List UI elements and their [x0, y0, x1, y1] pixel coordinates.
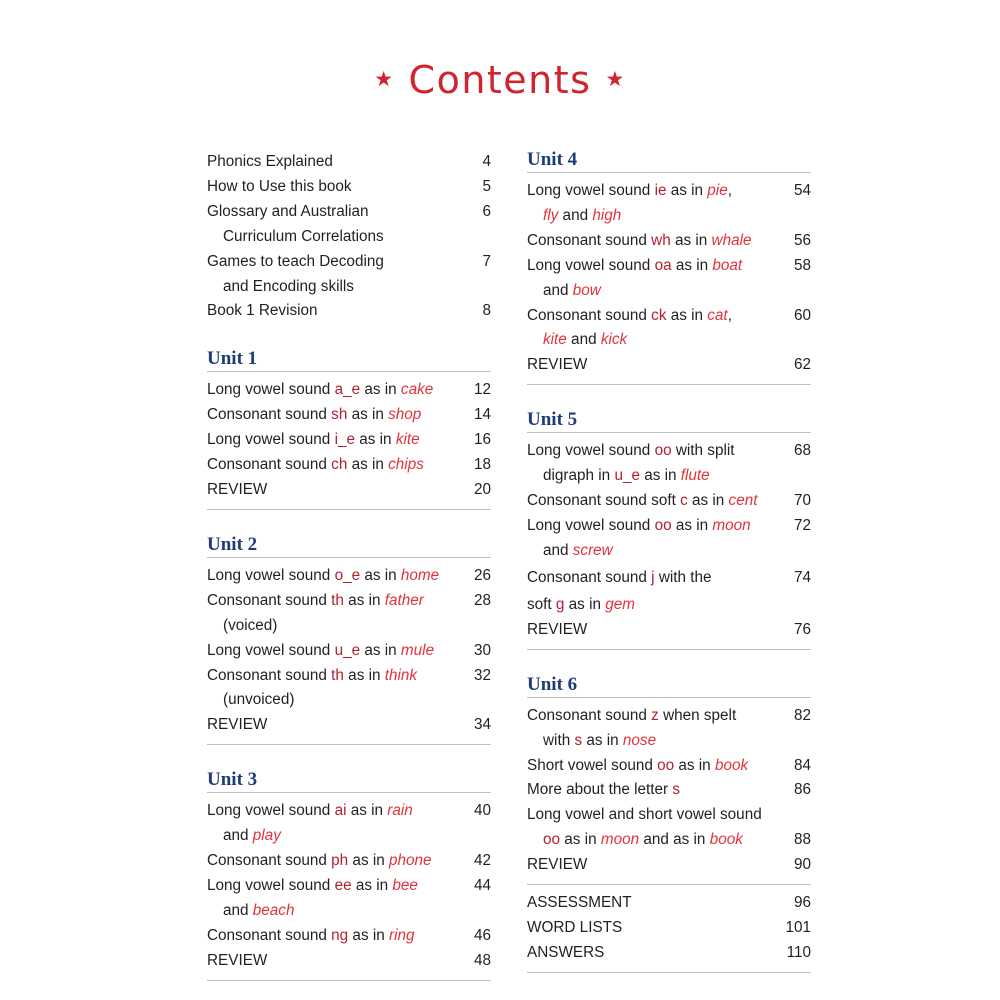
spacer — [527, 650, 811, 675]
page-number: 96 — [793, 894, 811, 912]
entry-line-primary — [207, 924, 449, 949]
spacer — [527, 385, 811, 410]
page-number: 54 — [793, 182, 811, 199]
entry-line-primary — [527, 853, 769, 878]
grapheme-highlight: s — [672, 781, 681, 799]
entry-continuation — [207, 824, 449, 849]
page-number: 46 — [473, 926, 491, 944]
entry-label: Consonant sound — [207, 591, 332, 609]
page-number: 28 — [473, 591, 491, 609]
entry-label: and — [543, 541, 573, 559]
entry-line-primary — [527, 229, 769, 254]
entry-label: Long vowel and short vowel sound — [527, 806, 762, 824]
toc-entry-bee[interactable] — [207, 874, 491, 924]
entry-label: ASSESSMENT — [527, 894, 632, 912]
entry-label: Short vowel sound — [527, 756, 658, 774]
grapheme-highlight: ie — [654, 182, 667, 199]
grapheme-highlight: ai — [334, 802, 347, 820]
entry-text: Book 1 Revision — [207, 302, 318, 320]
entry-label: as in — [360, 566, 401, 584]
example-word: play — [252, 827, 281, 845]
entry-label: Consonant sound — [527, 231, 652, 249]
toc-entry-phonics-explained[interactable] — [207, 150, 491, 175]
example-word: beach — [252, 901, 295, 919]
toc-entry-review[interactable] — [527, 853, 811, 878]
entry-continuation — [527, 464, 769, 489]
page-number: 30 — [473, 641, 491, 659]
entry-label: with split — [671, 442, 735, 460]
entry-label: Long vowel sound — [527, 442, 655, 460]
example-word: ring — [389, 926, 415, 944]
entry-label: as in — [343, 591, 385, 609]
grapheme-highlight: z — [651, 706, 659, 724]
example-word: cake — [400, 381, 434, 399]
entry-continuation: Curriculum Correlations — [223, 227, 384, 245]
unit-section-2 — [207, 535, 491, 745]
entry-label: REVIEW — [207, 480, 268, 498]
toc-entry-glossary-and-australian-curriculum[interactable] — [207, 200, 491, 250]
grapheme-highlight: ph — [331, 852, 349, 870]
page-number: 34 — [473, 716, 491, 734]
example-word: pie — [707, 182, 728, 199]
grapheme-highlight: ck — [651, 306, 667, 324]
toc-entry-home[interactable] — [207, 564, 491, 589]
entry-label: Long vowel sound — [207, 566, 335, 584]
entry-label: and as in — [639, 831, 710, 849]
entry-label: as in — [560, 831, 601, 849]
back-matter-list — [527, 891, 811, 966]
entry-label: as in — [347, 456, 389, 474]
example-word: whale — [711, 231, 752, 249]
entry-line-primary — [207, 639, 449, 664]
entry-text: Phonics Explained — [207, 153, 333, 170]
entry-label: as in — [360, 641, 401, 659]
entry-label: REVIEW — [527, 856, 588, 874]
grapheme-highlight: i_e — [334, 431, 355, 449]
spacer — [207, 324, 491, 349]
grapheme-highlight: o_e — [334, 566, 361, 584]
toc-entry-phone[interactable] — [207, 849, 491, 874]
entry-label: Consonant sound — [527, 568, 652, 586]
unit-heading: Unit 5 — [527, 409, 578, 431]
grapheme-highlight: u_e — [334, 641, 361, 659]
page-number: 26 — [473, 566, 491, 584]
toc-entry-review[interactable] — [207, 949, 491, 974]
entry-text: How to Use this book — [207, 177, 352, 195]
unit-entry-list — [527, 704, 811, 878]
entry-label: as in — [347, 406, 389, 424]
entry-continuation — [207, 899, 449, 924]
unit-section-3 — [207, 770, 491, 980]
section-divider — [207, 980, 491, 981]
entry-label: as in — [348, 852, 389, 870]
page-number: 48 — [473, 951, 491, 969]
entry-label: WORD LISTS — [527, 918, 623, 936]
toc-entry-chips[interactable] — [207, 453, 491, 478]
entry-line-primary — [207, 453, 449, 478]
entry-label: as in — [670, 231, 712, 249]
grapheme-highlight: a_e — [334, 381, 361, 399]
unit-heading: Unit 3 — [207, 769, 258, 791]
entry-line-primary — [527, 704, 769, 729]
entry-label: Long vowel sound — [527, 256, 655, 274]
entry-line-primary — [527, 514, 769, 539]
entry-continuation — [527, 729, 769, 754]
unit-section-1 — [207, 349, 491, 510]
page-number: 90 — [793, 856, 811, 874]
entry-label: as in — [343, 666, 385, 684]
entry-line-primary — [527, 254, 769, 279]
grapheme-highlight: oo — [654, 442, 672, 460]
entry-line-primary — [207, 664, 449, 689]
toc-entry-review[interactable] — [527, 618, 811, 643]
entry-continuation — [207, 688, 449, 713]
example-word: mule — [400, 641, 435, 659]
page-number: 7 — [482, 252, 491, 270]
entry-line-primary — [207, 564, 449, 589]
example-word: bow — [572, 281, 601, 299]
page-number: 110 — [786, 943, 811, 961]
entry-label: with the — [654, 568, 712, 586]
page-number: 84 — [793, 756, 811, 774]
entry-continuation — [527, 328, 769, 353]
toc-entry-father[interactable] — [207, 589, 491, 639]
grapheme-highlight: th — [331, 666, 344, 684]
entry-label: as in — [666, 182, 708, 199]
entry-label: as in — [351, 876, 393, 894]
toc-entry-nose[interactable] — [527, 704, 811, 754]
entry-continuation — [527, 539, 769, 564]
toc-entry-answers[interactable] — [527, 941, 811, 966]
star-icon-right: ★ — [605, 67, 626, 91]
unit-section-5 — [527, 410, 811, 649]
example-word: moon — [712, 516, 751, 534]
entry-label: Long vowel sound — [207, 381, 335, 399]
entry-label: and — [223, 827, 253, 845]
entry-continuation — [207, 614, 449, 639]
entry-line-primary — [207, 589, 449, 614]
unit-heading: Unit 6 — [527, 673, 578, 695]
unit-heading: Unit 1 — [207, 348, 258, 370]
entry-label: and — [566, 331, 601, 349]
toc-entry-moon[interactable] — [527, 514, 811, 564]
grapheme-highlight: ch — [331, 456, 348, 474]
page-number: 42 — [473, 852, 491, 870]
example-word: high — [592, 206, 622, 224]
toc-entry-ring[interactable] — [207, 924, 491, 949]
example-word: rain — [387, 802, 413, 820]
entry-label: Long vowel sound — [207, 876, 335, 894]
page-number: 86 — [793, 781, 811, 799]
example-word: phone — [389, 852, 432, 870]
unit-entry-list — [207, 378, 491, 503]
toc-entry-cat[interactable] — [527, 304, 811, 354]
entry-label: digraph in — [543, 467, 615, 485]
grapheme-highlight: ee — [334, 876, 352, 894]
entry-label: as in — [564, 595, 606, 613]
example-word: screw — [572, 541, 613, 559]
toc-entry-book-1-revision[interactable] — [207, 299, 491, 324]
entry-label: Consonant sound — [207, 406, 332, 424]
page-number: 56 — [793, 231, 811, 249]
example-word: cent — [728, 492, 758, 510]
page-number: 14 — [473, 406, 491, 424]
page-number: 58 — [793, 256, 811, 274]
example-word: kite — [395, 431, 420, 449]
unit-heading: Unit 2 — [207, 533, 258, 555]
unit-section-4 — [527, 150, 811, 385]
entry-label: Consonant sound — [207, 926, 332, 944]
entry-label: as in — [582, 731, 623, 749]
entry-label: soft — [527, 595, 556, 613]
toc-entry-pie[interactable] — [527, 179, 811, 229]
entry-label: as in — [674, 756, 715, 774]
grapheme-highlight: oa — [654, 256, 672, 274]
spacer — [207, 510, 491, 535]
toc-entry-cent[interactable] — [527, 489, 811, 514]
entry-label: when spelt — [658, 706, 737, 724]
entry-continuation — [527, 279, 769, 304]
entry-line-primary — [207, 713, 449, 738]
entry-line-primary — [207, 849, 449, 874]
example-word: father — [384, 591, 424, 609]
toc-entry-rain[interactable] — [207, 799, 491, 849]
section-divider — [527, 972, 811, 973]
entry-label: as in — [355, 431, 396, 449]
example-word: gem — [605, 595, 635, 613]
entry-label: as in — [687, 492, 729, 510]
page-title — [360, 58, 640, 102]
entry-label: REVIEW — [207, 951, 268, 969]
entry-label: and — [558, 206, 593, 224]
entry-line-primary — [527, 304, 769, 329]
entry-label: , — [727, 306, 732, 324]
entry-label: Long vowel sound — [207, 802, 335, 820]
unit-entry-list — [207, 564, 491, 738]
toc-entry-mule[interactable] — [207, 639, 491, 664]
grapheme-highlight: sh — [331, 406, 348, 424]
page-number: 16 — [473, 431, 491, 449]
page-number: 20 — [473, 480, 491, 498]
example-word: shop — [388, 406, 422, 424]
entry-label: ANSWERS — [527, 943, 605, 961]
entry-label: REVIEW — [527, 356, 588, 374]
example-word: kite — [543, 331, 567, 349]
toc-entry-moon[interactable] — [527, 803, 811, 853]
entry-label: , — [727, 182, 732, 199]
toc-entry-word-lists[interactable] — [527, 916, 811, 941]
toc-entry-review[interactable] — [527, 353, 811, 378]
grapheme-highlight: oo — [654, 516, 672, 534]
spacer — [207, 745, 491, 770]
entry-continuation: and Encoding skills — [223, 277, 354, 295]
entry-label: as in — [671, 516, 713, 534]
entry-line-primary — [207, 378, 449, 403]
page-number: 101 — [785, 918, 811, 936]
entry-label: as in — [346, 802, 388, 820]
entry-label: as in — [360, 381, 401, 399]
example-word: nose — [622, 731, 657, 749]
example-word: flute — [680, 467, 710, 485]
entry-line-primary — [207, 478, 449, 503]
contents-column-right — [527, 150, 811, 973]
toc-entry-review[interactable] — [207, 478, 491, 503]
unit-entry-list — [207, 799, 491, 973]
page-title-wrap — [0, 58, 1000, 102]
entry-continuation — [527, 828, 769, 853]
entry-line-primary — [207, 403, 449, 428]
entry-label: Consonant sound — [207, 666, 332, 684]
example-word: book — [709, 831, 743, 849]
entry-label: More about the letter — [527, 781, 673, 799]
grapheme-highlight: u_e — [614, 467, 640, 485]
grapheme-highlight: wh — [651, 231, 671, 249]
toc-entry-boat[interactable] — [527, 254, 811, 304]
page-number: 82 — [793, 706, 811, 724]
entry-label: as in — [671, 256, 713, 274]
page-number: 6 — [482, 202, 491, 220]
page-number: 4 — [482, 153, 491, 170]
entry-label: REVIEW — [527, 620, 588, 638]
entry-line-primary — [527, 353, 769, 378]
entry-label: Long vowel sound — [207, 431, 335, 449]
entry-label: (unvoiced) — [223, 691, 295, 709]
entry-label: REVIEW — [207, 716, 268, 734]
entry-line-primary — [527, 941, 769, 966]
entry-line-primary — [527, 916, 769, 941]
toc-entry-how-to-use-this-book[interactable] — [207, 175, 491, 200]
grapheme-highlight: ng — [331, 926, 349, 944]
entry-label: Consonant sound — [527, 306, 652, 324]
page-number: 74 — [793, 568, 811, 586]
entry-continuation — [527, 204, 769, 229]
toc-entry-shop[interactable] — [207, 403, 491, 428]
entry-line-primary — [207, 799, 449, 824]
page-number: 5 — [482, 177, 491, 195]
entry-label: as in — [666, 306, 708, 324]
toc-entry-cake[interactable] — [207, 378, 491, 403]
page-number: 62 — [793, 356, 811, 374]
unit-entry-list — [527, 179, 811, 378]
page-title-text: Contents — [408, 58, 592, 102]
example-word: bee — [392, 876, 418, 894]
example-word: kick — [600, 331, 628, 349]
entry-line-primary — [527, 618, 769, 643]
page-number: 44 — [473, 876, 491, 894]
example-word: cat — [707, 306, 728, 324]
entry-label: and — [223, 901, 253, 919]
page-number: 76 — [793, 620, 811, 638]
entry-line-primary — [527, 564, 769, 591]
entry-line-primary — [527, 778, 769, 803]
entry-label: and — [543, 281, 573, 299]
entry-label: Long vowel sound — [527, 182, 655, 199]
unit-section-6 — [527, 675, 811, 973]
entry-label: Consonant sound — [207, 456, 332, 474]
entry-line-primary — [207, 874, 449, 899]
entry-label: Long vowel sound — [527, 516, 655, 534]
page-number: 72 — [793, 516, 811, 534]
entry-line-primary — [527, 754, 769, 779]
front-matter-list — [207, 150, 491, 324]
example-word: fly — [543, 206, 559, 224]
page-number: 88 — [793, 831, 811, 849]
page-number: 68 — [793, 442, 811, 460]
entry-line-primary — [207, 428, 449, 453]
entry-line-primary — [527, 891, 769, 916]
entry-line-primary — [527, 489, 769, 514]
toc-entry-assessment[interactable] — [527, 891, 811, 916]
grapheme-highlight: j — [651, 568, 655, 586]
entry-text: Games to teach Decoding — [207, 252, 384, 270]
entry-label: Consonant sound soft — [527, 492, 681, 510]
example-word: boat — [712, 256, 743, 274]
page-number: 32 — [473, 666, 491, 684]
toc-entry-think[interactable] — [207, 664, 491, 714]
grapheme-highlight: oo — [657, 756, 675, 774]
grapheme-highlight: oo — [543, 831, 561, 849]
entry-label: as in — [348, 926, 389, 944]
toc-entry-review[interactable] — [207, 713, 491, 738]
entry-label: with — [543, 731, 575, 749]
entry-line-primary — [527, 439, 769, 464]
entry-label: Long vowel sound — [207, 641, 335, 659]
entry-line-primary — [527, 803, 769, 828]
contents-column-left — [207, 150, 491, 981]
page-number: 40 — [473, 802, 491, 820]
entry-label: Consonant sound — [207, 852, 332, 870]
page-number: 18 — [473, 456, 491, 474]
entry-line-primary — [527, 179, 769, 204]
grapheme-highlight: g — [555, 595, 565, 613]
unit-heading: Unit 4 — [527, 149, 578, 170]
entry-label: as in — [639, 467, 681, 485]
example-word: home — [400, 566, 440, 584]
contents-columns — [0, 150, 1000, 970]
entry-text: Glossary and Australian — [207, 202, 369, 220]
page-number: 12 — [473, 381, 491, 399]
toc-entry-kite[interactable] — [207, 428, 491, 453]
grapheme-highlight: th — [331, 591, 344, 609]
page-number: 8 — [482, 302, 491, 320]
toc-entry-gem[interactable] — [527, 564, 811, 618]
entry-label: (voiced) — [223, 616, 278, 634]
example-word: chips — [388, 456, 424, 474]
example-word: book — [714, 756, 749, 774]
toc-entry-s[interactable] — [527, 778, 811, 803]
grapheme-highlight: c — [680, 492, 688, 510]
page-number: 70 — [793, 492, 811, 510]
entry-continuation — [527, 591, 769, 618]
toc-entry-games-to-teach-decoding[interactable] — [207, 250, 491, 300]
page-number: 60 — [793, 306, 811, 324]
entry-line-primary — [207, 949, 449, 974]
star-icon-left: ★ — [374, 67, 395, 91]
example-word: moon — [600, 831, 640, 849]
unit-entry-list — [527, 439, 811, 642]
toc-entry-flute[interactable] — [527, 439, 811, 489]
entry-label: Consonant sound — [527, 706, 652, 724]
grapheme-highlight: s — [574, 731, 583, 749]
example-word: think — [384, 666, 418, 684]
toc-entry-book[interactable] — [527, 754, 811, 779]
toc-entry-whale[interactable] — [527, 229, 811, 254]
